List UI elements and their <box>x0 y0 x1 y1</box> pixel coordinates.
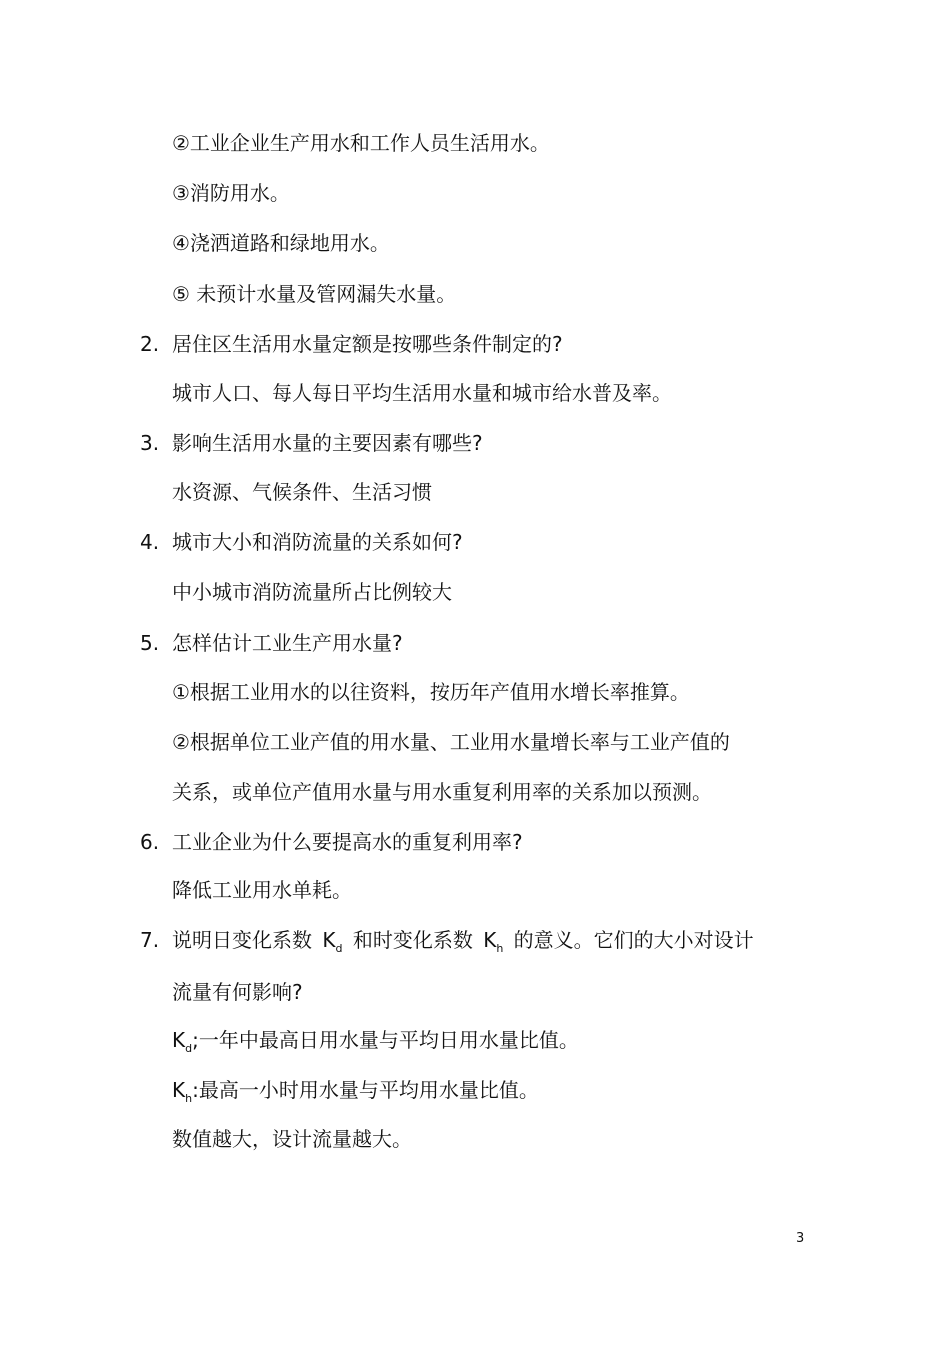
conclusion-text: 数值越大，设计流量越大。 <box>172 1127 412 1151</box>
text-line: ④浇洒道路和绿地用水。 <box>172 231 390 255</box>
page-number: 3 <box>796 1231 805 1246</box>
question-number: 5. <box>140 631 160 655</box>
question-number: 7. <box>140 928 160 952</box>
question-text-part: 的意义。它们的大小对设计 <box>513 928 754 952</box>
answer-text: ②根据单位工业产值的用水量、工业用水量增长率与工业产值的 <box>172 730 730 754</box>
answer-text: ①根据工业用水的以往资料，按历年产值用水增长率推算。 <box>172 680 690 704</box>
question-number: 4. <box>140 530 160 554</box>
question-text-part: 说明日变化系数 <box>172 928 312 952</box>
kd-definition: $K_d$;一年中最高日用水量与平均日用水量比值。 <box>172 1028 579 1055</box>
question-text-part: 和时变化系数 <box>352 928 473 952</box>
text-line: ⑤ 未预计水量及管网漏失水量。 <box>172 282 457 306</box>
question-text: 居住区生活用水量定额是按哪些条件制定的? <box>172 332 563 356</box>
answer-text: 中小城市消防流量所占比例较大 <box>172 580 452 604</box>
kh-definition: $K_h$:最高一小时用水量与平均用水量比值。 <box>172 1078 539 1105</box>
kh-symbol: $K_h$ <box>483 928 504 955</box>
answer-text: 水资源、气候条件、生活习惯 <box>172 480 432 504</box>
answer-text: 降低工业用水单耗。 <box>172 878 352 902</box>
question-text: 城市大小和消防流量的关系如何? <box>172 530 463 554</box>
question-number: 6. <box>140 830 160 854</box>
answer-text: 城市人口、每人每日平均生活用水量和城市给水普及率。 <box>172 381 672 405</box>
kd-symbol: $K_d$ <box>322 928 343 955</box>
question-text: 怎样估计工业生产用水量? <box>172 631 403 655</box>
text-line: ③消防用水。 <box>172 181 290 205</box>
question-text: 影响生活用水量的主要因素有哪些? <box>172 431 483 455</box>
answer-text: 关系，或单位产值用水量与用水重复利用率的关系加以预测。 <box>172 780 712 804</box>
question-text: 工业企业为什么要提高水的重复利用率? <box>172 830 523 854</box>
text-line: ②工业企业生产用水和工作人员生活用水。 <box>172 131 550 155</box>
question-text-continued: 流量有何影响? <box>172 980 303 1004</box>
question-text <box>172 928 754 956</box>
question-number: 2. <box>140 332 160 356</box>
question-number: 3. <box>140 431 160 455</box>
